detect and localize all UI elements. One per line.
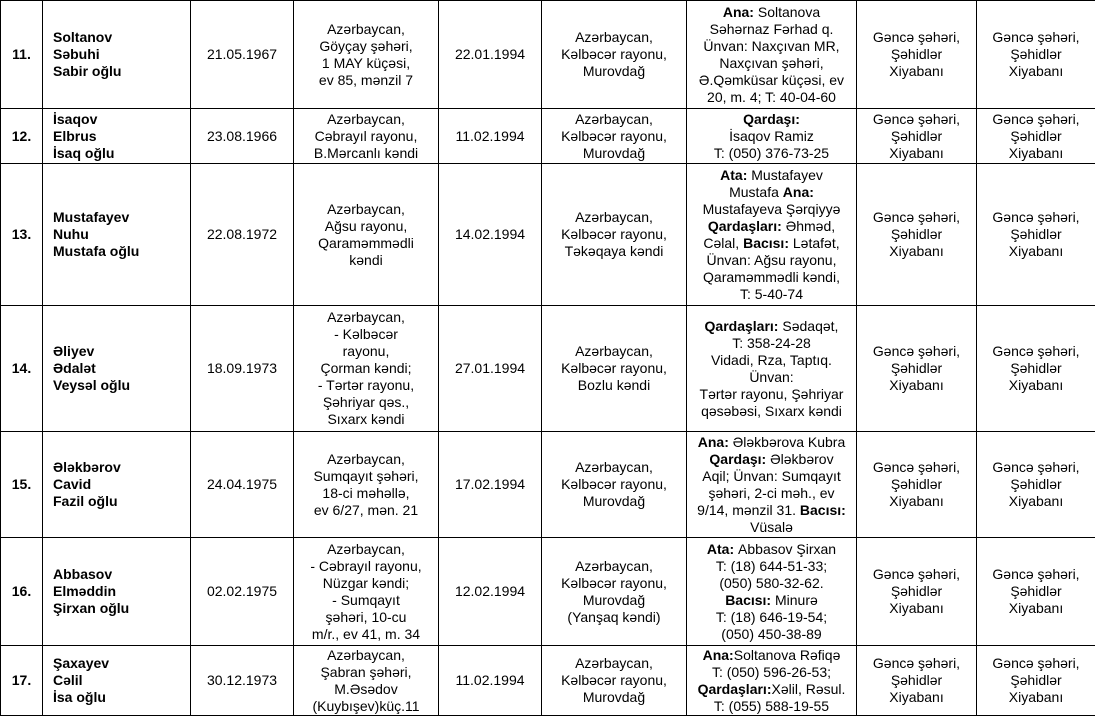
cell-line: Kəlbəcər rayonu,: [545, 360, 683, 377]
relation-label: Bacısı:: [743, 235, 793, 251]
cell-line: Ədalət: [53, 360, 187, 377]
cell-line: Azərbaycan,: [297, 21, 435, 38]
cell-line: Nüzgar kəndi;: [297, 575, 435, 592]
cell-line: Xiyabanı: [860, 689, 973, 706]
burial-place-alt: [977, 164, 1095, 306]
full-name: [43, 164, 191, 306]
relatives-line: [690, 72, 853, 89]
burial-place: [857, 164, 977, 306]
burial-place: [857, 109, 977, 164]
relatives-line: [690, 38, 853, 55]
cell-line: Azərbaycan,: [545, 655, 683, 672]
burial-place-alt: [977, 646, 1095, 716]
relatives-line: [690, 369, 853, 386]
cell-line: Xiyabanı: [860, 377, 973, 394]
cell-line: Murovdağ: [545, 145, 683, 162]
relation-text: Tərtər rayonu, Şəhriyar: [700, 386, 844, 402]
table-row: [1, 646, 1095, 716]
cell-line: Şəhidlər: [980, 476, 1092, 493]
relation-text: Ünvan: Naxçıvan MR,: [703, 38, 839, 54]
relation-text: qəsəbəsi, Sıxarx kəndi: [701, 403, 842, 419]
relatives-line: [690, 468, 853, 485]
relation-text: (050) 450-38-89: [721, 626, 821, 642]
relatives-line: [690, 575, 853, 592]
birth-place: [294, 432, 439, 538]
burial-place: [857, 1, 977, 109]
relatives-line: [690, 403, 853, 420]
cell-line: Gəncə şəhəri,: [860, 111, 973, 128]
relation-label: Qardaşları:: [698, 681, 772, 697]
relatives-line: [690, 235, 853, 252]
cell-line: Təkəqaya kəndi: [545, 243, 683, 260]
relation-text: Ələkbərov: [770, 451, 833, 467]
relation-text: T: (055) 588-19-55: [714, 698, 829, 714]
cell-line: Xiyabanı: [860, 493, 973, 510]
table-row: [1, 432, 1095, 538]
cell-line: Elbrus: [53, 128, 187, 145]
cell-line: Şabran şəhəri,: [297, 664, 435, 681]
cell-line: Azərbaycan,: [297, 201, 435, 218]
relation-text: Minurə: [775, 592, 818, 608]
relatives-line: [690, 626, 853, 643]
cell-line: İsa oğlu: [53, 689, 187, 706]
cell-line: Ağsu rayonu,: [297, 218, 435, 235]
cell-line: M.Əsədov: [297, 681, 435, 698]
cell-line: Şəhidlər: [860, 583, 973, 600]
cell-line: - Kəlbəcər: [297, 326, 435, 343]
cell-line: Şəhidlər: [980, 672, 1092, 689]
cell-line: Xiyabanı: [980, 689, 1092, 706]
cell-line: 1 MAY küçəsi,: [297, 55, 435, 72]
cell-line: Şəhidlər: [860, 128, 973, 145]
cell-line: Kəlbəcər rayonu,: [545, 476, 683, 493]
relatives-line: [690, 352, 853, 369]
cell-line: m/r., ev 41, m. 34: [297, 626, 435, 643]
relatives-line: [690, 55, 853, 72]
burial-place-alt: [977, 1, 1095, 109]
relation-label: Bacısı:: [800, 502, 846, 518]
table-row: [1, 164, 1095, 306]
cell-line: Murovdağ: [545, 63, 683, 80]
cell-line: Göyçay şəhəri,: [297, 38, 435, 55]
cell-line: Səbuhi: [53, 46, 187, 63]
full-name: [43, 646, 191, 716]
cell-line: Şəhidlər: [860, 672, 973, 689]
burial-place-alt: [977, 432, 1095, 538]
relatives-line: [690, 434, 853, 451]
relatives-info: [687, 1, 857, 109]
relatives-line: [690, 485, 853, 502]
cell-line: Gəncə şəhəri,: [980, 111, 1092, 128]
birth-date: 21.05.1967: [191, 1, 294, 109]
birth-date: 22.08.1972: [191, 164, 294, 306]
cell-line: Azərbaycan,: [297, 451, 435, 468]
death-date: 17.02.1994: [439, 432, 542, 538]
death-date: 11.02.1994: [439, 109, 542, 164]
cell-line: ev 85, mənzil 7: [297, 72, 435, 89]
relation-text: Ə.Qəmküsar küçəsi, ev: [699, 72, 844, 88]
burial-place-alt: [977, 538, 1095, 646]
cell-line: Bozlu kəndi: [545, 377, 683, 394]
relation-text: Xəlil, Rəsul.: [772, 681, 846, 697]
cell-line: Şəhidlər: [980, 360, 1092, 377]
birth-date: 02.02.1975: [191, 538, 294, 646]
relation-text: Soltanova Rəfiqə: [734, 647, 841, 663]
relation-text: Ünvan:: [749, 369, 793, 385]
relation-label: Bacısı:: [725, 592, 775, 608]
relation-text: Soltanova: [758, 4, 820, 20]
relation-text: Vüsalə: [750, 519, 793, 535]
birth-place: [294, 306, 439, 432]
relatives-line: [690, 609, 853, 626]
birth-date: 23.08.1966: [191, 109, 294, 164]
cell-line: İsaqov: [53, 111, 187, 128]
table-row: [1, 538, 1095, 646]
cell-line: Xiyabanı: [980, 377, 1092, 394]
cell-line: Azərbaycan,: [545, 343, 683, 360]
burial-place: [857, 646, 977, 716]
death-date: 11.02.1994: [439, 646, 542, 716]
cell-line: Gəncə şəhəri,: [860, 29, 973, 46]
row-number: 12.: [1, 109, 43, 164]
cell-line: Şaxayev: [53, 655, 187, 672]
cell-line: Sumqayıt şəhəri,: [297, 468, 435, 485]
relation-text: Əhməd,: [786, 218, 835, 234]
relatives-line: [690, 592, 853, 609]
row-number: 14.: [1, 306, 43, 432]
burial-place: [857, 538, 977, 646]
table-body: [1, 1, 1095, 716]
relatives-line: [690, 111, 853, 128]
cell-line: Gəncə şəhəri,: [980, 209, 1092, 226]
relatives-line: [690, 21, 853, 38]
cell-line: Xiyabanı: [980, 493, 1092, 510]
full-name: [43, 432, 191, 538]
relatives-info: [687, 164, 857, 306]
cell-line: Mustafayev: [53, 209, 187, 226]
row-number: 13.: [1, 164, 43, 306]
birth-date: 24.04.1975: [191, 432, 294, 538]
cell-line: Şəhidlər: [980, 226, 1092, 243]
death-place: [542, 109, 687, 164]
cell-line: B.Mərcanlı kəndi: [297, 145, 435, 162]
birth-place: [294, 109, 439, 164]
cell-line: Sabir oğlu: [53, 63, 187, 80]
relation-text: 20, m. 4; T: 40-04-60: [707, 89, 836, 105]
cell-line: Azərbaycan,: [545, 29, 683, 46]
cell-line: Sıxarx kəndi: [297, 411, 435, 428]
cell-line: Gəncə şəhəri,: [860, 343, 973, 360]
relation-text: T: (18) 644-51-33;: [716, 558, 827, 574]
cell-line: İsaq oğlu: [53, 145, 187, 162]
relatives-line: [690, 167, 853, 184]
row-number: 15.: [1, 432, 43, 538]
birth-place: [294, 538, 439, 646]
table-row: [1, 109, 1095, 164]
cell-line: rayonu,: [297, 343, 435, 360]
relatives-line: [690, 386, 853, 403]
relation-text: Abbasov Şirxan: [738, 541, 836, 557]
cell-line: Cavid: [53, 476, 187, 493]
relatives-line: [690, 318, 853, 335]
cell-line: şəhəri, 10-cu: [297, 609, 435, 626]
cell-line: Azərbaycan,: [297, 647, 435, 664]
relation-label: Qardaşları:: [705, 318, 783, 334]
cell-line: (Yanşaq kəndi): [545, 609, 683, 626]
death-date: 12.02.1994: [439, 538, 542, 646]
relatives-line: [690, 335, 853, 352]
relation-text: Vidadi, Rza, Taptıq.: [711, 352, 832, 368]
death-place: [542, 306, 687, 432]
cell-line: Xiyabanı: [860, 63, 973, 80]
death-date: 27.01.1994: [439, 306, 542, 432]
relatives-line: [690, 541, 853, 558]
cell-line: Azərbaycan,: [297, 111, 435, 128]
death-place: [542, 538, 687, 646]
cell-line: Xiyabanı: [980, 600, 1092, 617]
cell-line: Gəncə şəhəri,: [980, 29, 1092, 46]
cell-line: Gəncə şəhəri,: [860, 566, 973, 583]
cell-line: Azərbaycan,: [545, 459, 683, 476]
burial-place: [857, 432, 977, 538]
cell-line: ev 6/27, mən. 21: [297, 502, 435, 519]
relatives-line: [690, 218, 853, 235]
birth-date: 30.12.1973: [191, 646, 294, 716]
full-name: [43, 109, 191, 164]
relatives-line: [690, 698, 853, 715]
relatives-line: [690, 681, 853, 698]
cell-line: Azərbaycan,: [297, 309, 435, 326]
relation-text: İsaqov Ramiz: [729, 128, 814, 144]
relatives-info: [687, 646, 857, 716]
relatives-line: [690, 128, 853, 145]
cell-line: Şəhidlər: [860, 360, 973, 377]
relatives-line: [690, 286, 853, 303]
cell-line: Azərbaycan,: [545, 558, 683, 575]
relation-text: Lətafət,: [793, 235, 840, 251]
relation-label: Ata:: [707, 541, 738, 557]
relatives-line: [690, 664, 853, 681]
relation-text: Mustafayeva Şərqiyyə: [703, 201, 841, 217]
cell-line: Cəlil: [53, 672, 187, 689]
relatives-line: [690, 558, 853, 575]
relatives-line: [690, 184, 853, 201]
full-name: [43, 538, 191, 646]
relation-text: Sədaqət,: [782, 318, 838, 334]
row-number: 11.: [1, 1, 43, 109]
cell-line: Azərbaycan,: [545, 111, 683, 128]
death-date: 22.01.1994: [439, 1, 542, 109]
cell-line: Şirxan oğlu: [53, 600, 187, 617]
cell-line: Kəlbəcər rayonu,: [545, 575, 683, 592]
cell-line: Nuhu: [53, 226, 187, 243]
cell-line: Soltanov: [53, 29, 187, 46]
cell-line: Murovdağ: [545, 493, 683, 510]
birth-place: [294, 646, 439, 716]
death-place: [542, 432, 687, 538]
relation-label: Ana:: [723, 4, 758, 20]
cell-line: Şəhidlər: [980, 128, 1092, 145]
relatives-info: [687, 109, 857, 164]
cell-line: (Kuybışev)küç.11: [297, 698, 435, 715]
cell-line: Cəbrayıl rayonu,: [297, 128, 435, 145]
relatives-line: [690, 89, 853, 106]
relation-text: Səhərnaz Fərhad q.: [710, 21, 834, 37]
cell-line: Əliyev: [53, 343, 187, 360]
cell-line: Mustafa oğlu: [53, 243, 187, 260]
relation-label: Qardaşları:: [708, 218, 786, 234]
row-number: 17.: [1, 646, 43, 716]
relation-text: (050) 580-32-62.: [719, 575, 823, 591]
relatives-line: [690, 4, 853, 21]
relation-text: Ələkbərova Kubra: [733, 434, 846, 450]
relatives-line: [690, 451, 853, 468]
relation-text: Cəlal,: [703, 235, 743, 251]
birth-place: [294, 1, 439, 109]
cell-line: - Cəbrayıl rayonu,: [297, 558, 435, 575]
relatives-line: [690, 269, 853, 286]
cell-line: Fazil oğlu: [53, 493, 187, 510]
cell-line: Ələkbərov: [53, 459, 187, 476]
cell-line: Kəlbəcər rayonu,: [545, 46, 683, 63]
cell-line: Xiyabanı: [980, 243, 1092, 260]
cell-line: Xiyabanı: [860, 145, 973, 162]
relation-label: Qardaşı:: [743, 111, 800, 127]
burial-place: [857, 306, 977, 432]
relatives-info: [687, 538, 857, 646]
burial-place-alt: [977, 109, 1095, 164]
relation-label: Ata:: [720, 167, 751, 183]
relation-text: Qaraməmmədli kəndi,: [703, 269, 840, 285]
cell-line: Gəncə şəhəri,: [860, 459, 973, 476]
relatives-line: [690, 519, 853, 536]
cell-line: Şəhidlər: [980, 46, 1092, 63]
relation-text: T: (18) 646-19-54;: [716, 609, 827, 625]
cell-line: Murovdağ: [545, 689, 683, 706]
cell-line: Gəncə şəhəri,: [980, 655, 1092, 672]
cell-line: Gəncə şəhəri,: [980, 459, 1092, 476]
relatives-line: [690, 647, 853, 664]
cell-line: Şəhriyar qəs.,: [297, 394, 435, 411]
cell-line: Gəncə şəhəri,: [980, 566, 1092, 583]
relation-text: Ünvan: Ağsu rayonu,: [707, 252, 837, 268]
relation-text: T: (050) 596-26-53;: [712, 664, 831, 680]
birth-date: 18.09.1973: [191, 306, 294, 432]
row-number: 16.: [1, 538, 43, 646]
cell-line: Veysəl oğlu: [53, 377, 187, 394]
full-name: [43, 306, 191, 432]
relatives-line: [690, 201, 853, 218]
relation-text: T: 5-40-74: [740, 286, 803, 302]
full-name: [43, 1, 191, 109]
relatives-info: [687, 432, 857, 538]
relation-text: T: (050) 376-73-25: [714, 145, 829, 161]
death-place: [542, 164, 687, 306]
relation-label: Ana:: [703, 647, 734, 663]
cell-line: Kəlbəcər rayonu,: [545, 226, 683, 243]
cell-line: Şəhidlər: [860, 226, 973, 243]
cell-line: Şəhidlər: [860, 46, 973, 63]
relation-label: Ana:: [783, 184, 814, 200]
cell-line: Şəhidlər: [980, 583, 1092, 600]
table-row: [1, 306, 1095, 432]
cell-line: Gəncə şəhəri,: [860, 209, 973, 226]
death-date: 14.02.1994: [439, 164, 542, 306]
burial-place-alt: [977, 306, 1095, 432]
relatives-line: [690, 145, 853, 162]
cell-line: Abbasov: [53, 566, 187, 583]
cell-line: - Tərtər rayonu,: [297, 377, 435, 394]
cell-line: 18-ci məhəllə,: [297, 485, 435, 502]
relatives-line: [690, 252, 853, 269]
cell-line: Qaraməmmədli: [297, 235, 435, 252]
cell-line: Şəhidlər: [860, 476, 973, 493]
table-row: [1, 1, 1095, 109]
relation-text: Mustafa: [729, 184, 783, 200]
relatives-line: [690, 502, 853, 519]
relation-label: Ana:: [698, 434, 733, 450]
cell-line: Xiyabanı: [980, 63, 1092, 80]
relation-text: 9/14, mənzil 31.: [697, 502, 800, 518]
death-place: [542, 1, 687, 109]
cell-line: kəndi: [297, 252, 435, 269]
birth-place: [294, 164, 439, 306]
relatives-info: [687, 306, 857, 432]
cell-line: Kəlbəcər rayonu,: [545, 672, 683, 689]
relation-text: T: 358-24-28: [732, 335, 811, 351]
cell-line: Xiyabanı: [980, 145, 1092, 162]
cell-line: Murovdağ: [545, 592, 683, 609]
cell-line: Gəncə şəhəri,: [980, 343, 1092, 360]
cell-line: Gəncə şəhəri,: [860, 655, 973, 672]
cell-line: Xiyabanı: [860, 600, 973, 617]
cell-line: Çorman kəndi;: [297, 360, 435, 377]
cell-line: - Sumqayıt: [297, 592, 435, 609]
relation-label: Qardaşı:: [709, 451, 770, 467]
relation-text: şəhəri, 2-ci məh., ev: [708, 485, 834, 501]
relation-text: Mustafayev: [751, 167, 823, 183]
cell-line: Azərbaycan,: [545, 209, 683, 226]
death-place: [542, 646, 687, 716]
cell-line: Elməddin: [53, 583, 187, 600]
cell-line: Azərbaycan,: [297, 541, 435, 558]
cell-line: Kəlbəcər rayonu,: [545, 128, 683, 145]
relation-text: Naxçıvan şəhəri,: [719, 55, 823, 71]
relation-text: Aqil; Ünvan: Sumqayıt: [702, 468, 841, 484]
cell-line: Xiyabanı: [860, 243, 973, 260]
